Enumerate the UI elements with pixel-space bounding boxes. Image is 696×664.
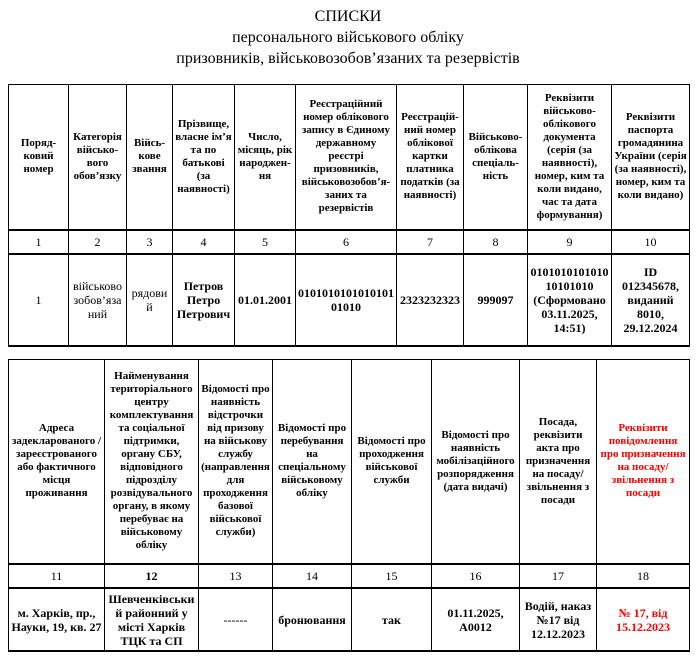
t2-data-tck-center: Шевченківський районний у місті Харків ТЦК та СП <box>105 588 199 651</box>
t1-colnum-10: 10 <box>612 230 690 254</box>
t1-colnum-3: 3 <box>127 230 173 254</box>
t1-header-col9: Реквізити військово-облікового документа (серія (за наявності), номер, ким та коли видано, час та дата формування) <box>528 85 612 230</box>
t2-data-mobilization-order: 01.11.2025, А0012 <box>432 588 520 651</box>
t1-data-specialty: 999097 <box>464 254 528 346</box>
t1-data-rank: рядовий <box>127 254 173 346</box>
t2-colnum-16: 16 <box>432 564 520 588</box>
t2-header-col12: Найменування територіального центру комплектування та соціальної підтримки, органу СБУ, відповідного підрозділу розвідувального органу, в якому перебуває на військовому обліку <box>105 359 199 564</box>
t2-data-position-act: Водій, наказ №17 від 12.12.2023 <box>520 588 597 651</box>
t1-data-category: військовозобов’язаний <box>69 254 127 346</box>
registry-table-main <box>8 84 690 347</box>
t2-data-service: так <box>352 588 432 651</box>
t1-colnum-4: 4 <box>173 230 235 254</box>
t1-header-col2: Категорія військо-вого обов’язку <box>69 85 127 230</box>
t1-colnum-7: 7 <box>397 230 464 254</box>
t1-data-row <box>9 254 690 346</box>
t1-data-full-name: Петров Петро Петрович <box>173 254 235 346</box>
t1-colnum-5: 5 <box>235 230 296 254</box>
document-title <box>0 6 696 69</box>
t2-number-row <box>9 564 690 588</box>
t1-header-col8: Військово-облікова спеціаль-ність <box>464 85 528 230</box>
t1-header-col6: Реєстраційний номер облікового запису в Єдиному державному реєстрі призовників, військовозобов’я-заних та резервістів <box>296 85 397 230</box>
t1-header-col10: Реквізити паспорта громадянина України (серія (за наявності), номер, ким та коли видано) <box>612 85 690 230</box>
title-line-3: призовників, військовозобов’язаних та резервістів <box>176 50 520 67</box>
title-line-1: СПИСКИ <box>314 8 382 25</box>
t2-data-notification: № 17, від 15.12.2023 <box>597 588 690 651</box>
t2-header-col14: Відомості про перебування на спеціальному військовому обліку <box>273 359 352 564</box>
t2-header-col13: Відомості про наявність відстрочки від призову на військову службу (направлення для проходження базової військової служби) <box>199 359 273 564</box>
t2-data-address: м. Харків, пр., Науки, 19, кв. 27 <box>9 588 105 651</box>
t1-header-col5: Число, місяць, рік народжен-ня <box>235 85 296 230</box>
title-line-2: персонального військового обліку <box>232 29 464 46</box>
t1-data-registry-number: 010101010101010101010 <box>296 254 397 346</box>
t1-colnum-6: 6 <box>296 230 397 254</box>
t1-data-tax-number: 2323232323 <box>397 254 464 346</box>
t2-colnum-14: 14 <box>273 564 352 588</box>
t2-header-col17: Посада, реквізити акта про призначення на посаду/ звільнення з посади <box>520 359 597 564</box>
t1-number-row <box>9 230 690 254</box>
t2-colnum-12: 12 <box>105 564 199 588</box>
t1-header-col4: Прізвище, власне ім’я та по батькові (за наявності) <box>173 85 235 230</box>
t1-colnum-1: 1 <box>9 230 69 254</box>
t2-header-col11: Адреса задекларованого / зареєстрованого або фактичного місця проживання <box>9 359 105 564</box>
t1-data-serial: 1 <box>9 254 69 346</box>
t2-colnum-15: 15 <box>352 564 432 588</box>
t2-data-deferral: ------ <box>199 588 273 651</box>
t1-header-col7: Реєстрацій-ний номер облікової картки платника податків (за наявності) <box>397 85 464 230</box>
t2-colnum-18: 18 <box>597 564 690 588</box>
t2-colnum-11: 11 <box>9 564 105 588</box>
t2-header-col16: Відомості про наявність мобілізаційного розпорядження (дата видачі) <box>432 359 520 564</box>
t2-header-col18: Реквізити повідомлення про призначення на посаду/ звільнення з посади <box>597 359 690 564</box>
t2-header-col15: Відомості про проходження військової служби <box>352 359 432 564</box>
t1-data-military-doc: 010101010101010101010 (Сформовано 03.11.2025, 14:51) <box>528 254 612 346</box>
t2-data-special-registry: бронювання <box>273 588 352 651</box>
registry-table-secondary <box>8 359 690 653</box>
t1-data-passport: ID 012345678, виданий 8010, 29.12.2024 <box>612 254 690 346</box>
t1-data-birth-date: 01.01.2001 <box>235 254 296 346</box>
t2-header-row <box>9 359 690 564</box>
t1-colnum-2: 2 <box>69 230 127 254</box>
t1-header-row <box>9 85 690 230</box>
t2-data-row <box>9 588 690 651</box>
t1-colnum-9: 9 <box>528 230 612 254</box>
t2-colnum-13: 13 <box>199 564 273 588</box>
t1-header-col3: Війсь-кове звання <box>127 85 173 230</box>
t1-header-col1: Поряд-ковий номер <box>9 85 69 230</box>
t2-colnum-17: 17 <box>520 564 597 588</box>
t1-colnum-8: 8 <box>464 230 528 254</box>
